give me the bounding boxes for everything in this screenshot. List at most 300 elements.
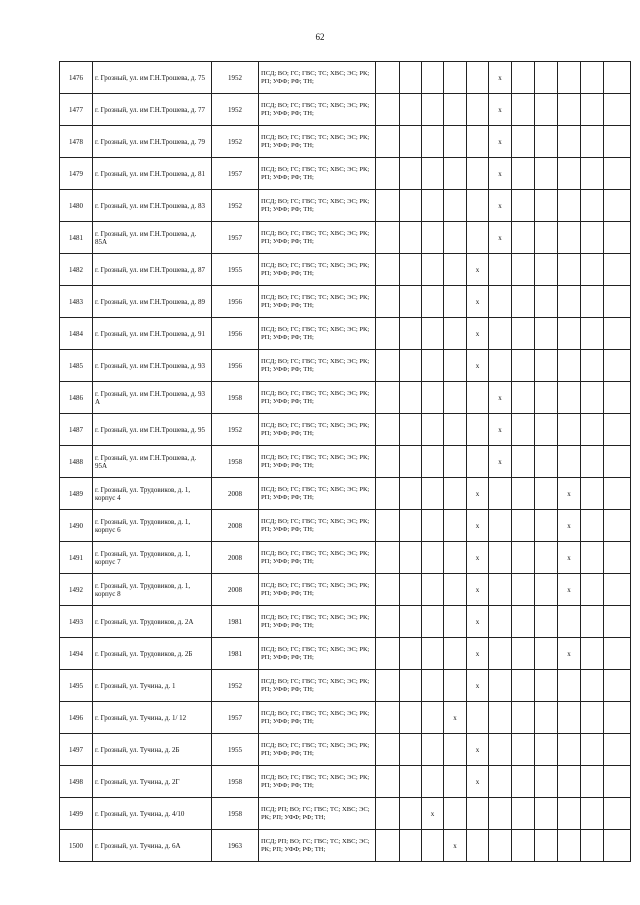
- mark-cell: [535, 286, 558, 318]
- mark-cell: [400, 126, 422, 158]
- mark-cell: x: [467, 766, 489, 798]
- year-built-cell: 1952: [212, 94, 259, 126]
- mark-cell: [535, 158, 558, 190]
- mark-cell: [444, 574, 467, 606]
- mark-cell: [489, 350, 512, 382]
- mark-cell: [581, 318, 604, 350]
- mark-cell: x: [558, 638, 581, 670]
- mark-cell: [535, 350, 558, 382]
- mark-cell: x: [467, 734, 489, 766]
- mark-cell: [444, 638, 467, 670]
- mark-cell: [444, 798, 467, 830]
- row-number-cell: 1489: [60, 478, 93, 510]
- mark-cell: [467, 62, 489, 94]
- mark-cell: [512, 542, 535, 574]
- mark-cell: [489, 830, 512, 862]
- address-cell: г. Грозный, ул. Тучина, д. 1/ 12: [93, 702, 212, 734]
- year-built-cell: 1957: [212, 702, 259, 734]
- mark-cell: [400, 542, 422, 574]
- mark-cell: [400, 190, 422, 222]
- mark-cell: [489, 734, 512, 766]
- row-number-cell: 1480: [60, 190, 93, 222]
- mark-cell: [581, 286, 604, 318]
- year-built-cell: 1952: [212, 126, 259, 158]
- mark-cell: [558, 446, 581, 478]
- mark-cell: [581, 766, 604, 798]
- row-number-cell: 1496: [60, 702, 93, 734]
- mark-cell: x: [444, 702, 467, 734]
- mark-cell: [422, 286, 444, 318]
- mark-cell: [489, 702, 512, 734]
- mark-cell: [376, 254, 400, 286]
- mark-cell: [535, 574, 558, 606]
- mark-cell: [535, 318, 558, 350]
- mark-cell: [535, 606, 558, 638]
- mark-cell: [604, 94, 631, 126]
- mark-cell: x: [467, 670, 489, 702]
- mark-cell: [512, 574, 535, 606]
- mark-cell: [535, 670, 558, 702]
- mark-cell: [400, 94, 422, 126]
- mark-cell: [376, 574, 400, 606]
- mark-cell: [400, 510, 422, 542]
- mark-cell: [376, 798, 400, 830]
- address-cell: г. Грозный, ул. Тучина, д. 2Г: [93, 766, 212, 798]
- mark-cell: [400, 734, 422, 766]
- mark-cell: [535, 190, 558, 222]
- mark-cell: [444, 510, 467, 542]
- mark-cell: [444, 414, 467, 446]
- mark-cell: [467, 126, 489, 158]
- mark-cell: [489, 638, 512, 670]
- table-row: [60, 190, 631, 222]
- mark-cell: [376, 478, 400, 510]
- address-cell: г. Грозный, ул. им Г.Н.Трошева, д. 89: [93, 286, 212, 318]
- table-row: [60, 542, 631, 574]
- mark-cell: [535, 382, 558, 414]
- mark-cell: x: [489, 62, 512, 94]
- mark-cell: x: [467, 638, 489, 670]
- mark-cell: [376, 542, 400, 574]
- mark-cell: [558, 734, 581, 766]
- table-row: [60, 126, 631, 158]
- mark-cell: x: [489, 190, 512, 222]
- row-number-cell: 1492: [60, 574, 93, 606]
- address-cell: г. Грозный, ул. им Г.Н.Трошева, д. 93: [93, 350, 212, 382]
- row-number-cell: 1494: [60, 638, 93, 670]
- mark-cell: [604, 158, 631, 190]
- year-built-cell: 1956: [212, 350, 259, 382]
- mark-cell: [604, 702, 631, 734]
- mark-cell: [422, 574, 444, 606]
- mark-cell: [489, 606, 512, 638]
- table-row: [60, 286, 631, 318]
- mark-cell: x: [467, 318, 489, 350]
- mark-cell: [444, 670, 467, 702]
- mark-cell: [512, 94, 535, 126]
- year-built-cell: 1957: [212, 158, 259, 190]
- year-built-cell: 1981: [212, 606, 259, 638]
- mark-cell: [604, 254, 631, 286]
- mark-cell: [400, 446, 422, 478]
- mark-cell: [558, 382, 581, 414]
- engineering-systems-cell: ПСД; ВО; ГС; ГВС; ТС; ХВС; ЭС; РК; РП; УФФ; РФ; ТН;: [259, 638, 376, 670]
- address-cell: г. Грозный, ул. им Г.Н.Трошева, д. 93 А: [93, 382, 212, 414]
- mark-cell: [400, 606, 422, 638]
- mark-cell: [581, 606, 604, 638]
- mark-cell: x: [467, 542, 489, 574]
- mark-cell: [444, 542, 467, 574]
- engineering-systems-cell: ПСД; ВО; ГС; ГВС; ТС; ХВС; ЭС; РК; РП; УФФ; РФ; ТН;: [259, 446, 376, 478]
- year-built-cell: 1957: [212, 222, 259, 254]
- mark-cell: [467, 94, 489, 126]
- mark-cell: [489, 766, 512, 798]
- mark-cell: [512, 318, 535, 350]
- mark-cell: [400, 414, 422, 446]
- engineering-systems-cell: ПСД; ВО; ГС; ГВС; ТС; ХВС; ЭС; РК; РП; УФФ; РФ; ТН;: [259, 478, 376, 510]
- mark-cell: [581, 478, 604, 510]
- engineering-systems-cell: ПСД; ВО; ГС; ГВС; ТС; ХВС; ЭС; РК; РП; УФФ; РФ; ТН;: [259, 606, 376, 638]
- mark-cell: [535, 478, 558, 510]
- year-built-cell: 2008: [212, 478, 259, 510]
- table-row: [60, 606, 631, 638]
- year-built-cell: 1956: [212, 318, 259, 350]
- mark-cell: [376, 766, 400, 798]
- mark-cell: [489, 574, 512, 606]
- address-cell: г. Грозный, ул. Трудовиков, д. 2Б: [93, 638, 212, 670]
- mark-cell: [581, 510, 604, 542]
- mark-cell: [376, 414, 400, 446]
- mark-cell: [512, 62, 535, 94]
- mark-cell: [422, 446, 444, 478]
- address-cell: г. Грозный, ул. им Г.Н.Трошева, д. 79: [93, 126, 212, 158]
- mark-cell: [444, 222, 467, 254]
- mark-cell: [489, 286, 512, 318]
- mark-cell: [581, 222, 604, 254]
- mark-cell: [444, 382, 467, 414]
- mark-cell: [512, 254, 535, 286]
- table-row: [60, 638, 631, 670]
- table-row: [60, 670, 631, 702]
- mark-cell: [422, 222, 444, 254]
- engineering-systems-cell: ПСД; ВО; ГС; ГВС; ТС; ХВС; ЭС; РК; РП; УФФ; РФ; ТН;: [259, 62, 376, 94]
- mark-cell: [581, 830, 604, 862]
- address-cell: г. Грозный, ул. Трудовиков, д. 1, корпус 8: [93, 574, 212, 606]
- year-built-cell: 1952: [212, 190, 259, 222]
- mark-cell: [604, 734, 631, 766]
- mark-cell: [581, 62, 604, 94]
- address-cell: г. Грозный, ул. Трудовиков, д. 1, корпус 4: [93, 478, 212, 510]
- mark-cell: x: [489, 414, 512, 446]
- row-number-cell: 1484: [60, 318, 93, 350]
- mark-cell: [558, 190, 581, 222]
- year-built-cell: 2008: [212, 542, 259, 574]
- mark-cell: [422, 702, 444, 734]
- address-cell: г. Грозный, ул. им Г.Н.Трошева, д. 83: [93, 190, 212, 222]
- mark-cell: [467, 446, 489, 478]
- mark-cell: [376, 830, 400, 862]
- mark-cell: [444, 606, 467, 638]
- mark-cell: [444, 62, 467, 94]
- mark-cell: [400, 670, 422, 702]
- table-row: [60, 734, 631, 766]
- mark-cell: [376, 446, 400, 478]
- mark-cell: [604, 798, 631, 830]
- mark-cell: [604, 574, 631, 606]
- mark-cell: [581, 574, 604, 606]
- table-row: [60, 446, 631, 478]
- mark-cell: x: [489, 94, 512, 126]
- row-number-cell: 1483: [60, 286, 93, 318]
- engineering-systems-cell: ПСД; ВО; ГС; ГВС; ТС; ХВС; ЭС; РК; РП; УФФ; РФ; ТН;: [259, 350, 376, 382]
- mark-cell: [581, 542, 604, 574]
- year-built-cell: 1958: [212, 446, 259, 478]
- mark-cell: [558, 254, 581, 286]
- mark-cell: [376, 222, 400, 254]
- mark-cell: [444, 766, 467, 798]
- mark-cell: [422, 126, 444, 158]
- engineering-systems-cell: ПСД; ВО; ГС; ГВС; ТС; ХВС; ЭС; РК; РП; УФФ; РФ; ТН;: [259, 414, 376, 446]
- row-number-cell: 1488: [60, 446, 93, 478]
- mark-cell: [604, 190, 631, 222]
- mark-cell: [581, 94, 604, 126]
- mark-cell: [581, 670, 604, 702]
- mark-cell: [581, 254, 604, 286]
- mark-cell: [558, 94, 581, 126]
- mark-cell: [535, 126, 558, 158]
- row-number-cell: 1491: [60, 542, 93, 574]
- mark-cell: [444, 190, 467, 222]
- engineering-systems-cell: ПСД; ВО; ГС; ГВС; ТС; ХВС; ЭС; РК; РП; УФФ; РФ; ТН;: [259, 766, 376, 798]
- table-row: [60, 222, 631, 254]
- row-number-cell: 1478: [60, 126, 93, 158]
- mark-cell: [376, 510, 400, 542]
- year-built-cell: 1952: [212, 414, 259, 446]
- mark-cell: [422, 510, 444, 542]
- table-row: [60, 382, 631, 414]
- mark-cell: [376, 702, 400, 734]
- mark-cell: [489, 670, 512, 702]
- mark-cell: [604, 766, 631, 798]
- mark-cell: [535, 830, 558, 862]
- mark-cell: [604, 446, 631, 478]
- mark-cell: [535, 446, 558, 478]
- mark-cell: [512, 670, 535, 702]
- mark-cell: [376, 382, 400, 414]
- engineering-systems-cell: ПСД; ВО; ГС; ГВС; ТС; ХВС; ЭС; РК; РП; УФФ; РФ; ТН;: [259, 510, 376, 542]
- mark-cell: [581, 798, 604, 830]
- year-built-cell: 2008: [212, 574, 259, 606]
- mark-cell: [400, 574, 422, 606]
- mark-cell: x: [467, 286, 489, 318]
- mark-cell: [581, 702, 604, 734]
- engineering-systems-cell: ПСД; ВО; ГС; ГВС; ТС; ХВС; ЭС; РК; РП; УФФ; РФ; ТН;: [259, 286, 376, 318]
- engineering-systems-cell: ПСД; ВО; ГС; ГВС; ТС; ХВС; ЭС; РК; РП; УФФ; РФ; ТН;: [259, 190, 376, 222]
- mark-cell: [376, 350, 400, 382]
- mark-cell: [467, 222, 489, 254]
- mark-cell: [444, 350, 467, 382]
- mark-cell: [512, 382, 535, 414]
- address-cell: г. Грозный, ул. им Г.Н.Трошева, д. 75: [93, 62, 212, 94]
- mark-cell: [558, 286, 581, 318]
- mark-cell: [558, 350, 581, 382]
- table-row: [60, 350, 631, 382]
- mark-cell: [512, 798, 535, 830]
- mark-cell: [581, 350, 604, 382]
- address-cell: г. Грозный, ул. им Г.Н.Трошева, д. 87: [93, 254, 212, 286]
- engineering-systems-cell: ПСД; ВО; ГС; ГВС; ТС; ХВС; ЭС; РК; РП; УФФ; РФ; ТН;: [259, 542, 376, 574]
- mark-cell: [512, 350, 535, 382]
- mark-cell: [512, 286, 535, 318]
- mark-cell: [422, 382, 444, 414]
- mark-cell: [376, 318, 400, 350]
- mark-cell: [444, 254, 467, 286]
- mark-cell: [422, 190, 444, 222]
- address-cell: г. Грозный, ул. Трудовиков, д. 2А: [93, 606, 212, 638]
- mark-cell: [400, 702, 422, 734]
- mark-cell: [604, 510, 631, 542]
- mark-cell: [512, 222, 535, 254]
- mark-cell: [558, 830, 581, 862]
- page-number: 62: [315, 32, 325, 42]
- address-cell: г. Грозный, ул. им Г.Н.Трошева, д. 95: [93, 414, 212, 446]
- mark-cell: [467, 830, 489, 862]
- table-row: [60, 94, 631, 126]
- mark-cell: [512, 190, 535, 222]
- mark-cell: [581, 734, 604, 766]
- mark-cell: [422, 254, 444, 286]
- mark-cell: [512, 510, 535, 542]
- engineering-systems-cell: ПСД; ВО; ГС; ГВС; ТС; ХВС; ЭС; РК; РП; УФФ; РФ; ТН;: [259, 670, 376, 702]
- mark-cell: [400, 350, 422, 382]
- mark-cell: [422, 318, 444, 350]
- row-number-cell: 1481: [60, 222, 93, 254]
- mark-cell: [376, 286, 400, 318]
- year-built-cell: 1958: [212, 382, 259, 414]
- address-cell: г. Грозный, ул. им Г.Н.Трошева, д. 81: [93, 158, 212, 190]
- mark-cell: [422, 638, 444, 670]
- mark-cell: [422, 414, 444, 446]
- mark-cell: [558, 222, 581, 254]
- mark-cell: [558, 670, 581, 702]
- mark-cell: [604, 222, 631, 254]
- mark-cell: [581, 190, 604, 222]
- mark-cell: [467, 702, 489, 734]
- mark-cell: [376, 94, 400, 126]
- table-row: [60, 414, 631, 446]
- row-number-cell: 1500: [60, 830, 93, 862]
- mark-cell: [376, 62, 400, 94]
- year-built-cell: 1981: [212, 638, 259, 670]
- mark-cell: [581, 382, 604, 414]
- mark-cell: [581, 446, 604, 478]
- table-row: [60, 510, 631, 542]
- mark-cell: [535, 766, 558, 798]
- engineering-systems-cell: ПСД; ВО; ГС; ГВС; ТС; ХВС; ЭС; РК; РП; УФФ; РФ; ТН;: [259, 94, 376, 126]
- engineering-systems-cell: ПСД; ВО; ГС; ГВС; ТС; ХВС; ЭС; РК; РП; УФФ; РФ; ТН;: [259, 158, 376, 190]
- address-cell: г. Грозный, ул. Трудовиков, д. 1, корпус 7: [93, 542, 212, 574]
- mark-cell: [467, 190, 489, 222]
- table-row: [60, 254, 631, 286]
- row-number-cell: 1495: [60, 670, 93, 702]
- row-number-cell: 1490: [60, 510, 93, 542]
- mark-cell: x: [558, 510, 581, 542]
- mark-cell: [400, 382, 422, 414]
- mark-cell: x: [489, 446, 512, 478]
- mark-cell: [489, 542, 512, 574]
- mark-cell: [400, 318, 422, 350]
- mark-cell: [604, 830, 631, 862]
- mark-cell: [422, 158, 444, 190]
- mark-cell: [467, 414, 489, 446]
- mark-cell: x: [489, 126, 512, 158]
- mark-cell: [444, 158, 467, 190]
- mark-cell: [512, 606, 535, 638]
- mark-cell: [535, 638, 558, 670]
- mark-cell: [558, 158, 581, 190]
- mark-cell: [489, 318, 512, 350]
- mark-cell: [512, 414, 535, 446]
- row-number-cell: 1477: [60, 94, 93, 126]
- engineering-systems-cell: ПСД; РП; ВО; ГС; ГВС; ТС; ХВС; ЭС; РК; РП; УФФ; РФ; ТН;: [259, 830, 376, 862]
- mark-cell: [604, 350, 631, 382]
- table-row: [60, 318, 631, 350]
- mark-cell: [400, 222, 422, 254]
- address-cell: г. Грозный, ул. им Г.Н.Трошева, д. 91: [93, 318, 212, 350]
- mark-cell: [535, 94, 558, 126]
- mark-cell: [489, 478, 512, 510]
- mark-cell: [512, 638, 535, 670]
- mark-cell: [444, 318, 467, 350]
- mark-cell: [400, 158, 422, 190]
- mark-cell: [376, 158, 400, 190]
- table-row: [60, 798, 631, 830]
- mark-cell: [422, 94, 444, 126]
- mark-cell: x: [558, 478, 581, 510]
- mark-cell: [422, 830, 444, 862]
- mark-cell: [535, 414, 558, 446]
- table-row: [60, 702, 631, 734]
- row-number-cell: 1486: [60, 382, 93, 414]
- row-number-cell: 1482: [60, 254, 93, 286]
- mark-cell: [581, 638, 604, 670]
- mark-cell: [444, 478, 467, 510]
- engineering-systems-cell: ПСД; ВО; ГС; ГВС; ТС; ХВС; ЭС; РК; РП; УФФ; РФ; ТН;: [259, 382, 376, 414]
- address-cell: г. Грозный, ул. Тучина, д. 4/10: [93, 798, 212, 830]
- address-cell: г. Грозный, ул. им Г.Н.Трошева, д. 85А: [93, 222, 212, 254]
- mark-cell: x: [489, 222, 512, 254]
- row-number-cell: 1497: [60, 734, 93, 766]
- mark-cell: [558, 126, 581, 158]
- mark-cell: [422, 606, 444, 638]
- mark-cell: x: [489, 382, 512, 414]
- mark-cell: [400, 286, 422, 318]
- year-built-cell: 1955: [212, 734, 259, 766]
- mark-cell: [604, 670, 631, 702]
- mark-cell: [376, 190, 400, 222]
- mark-cell: [512, 702, 535, 734]
- mark-cell: [376, 606, 400, 638]
- year-built-cell: 1952: [212, 62, 259, 94]
- year-built-cell: 1963: [212, 830, 259, 862]
- mark-cell: [512, 158, 535, 190]
- address-cell: г. Грозный, ул. Трудовиков, д. 1, корпус 6: [93, 510, 212, 542]
- mark-cell: [558, 62, 581, 94]
- mark-cell: [489, 510, 512, 542]
- row-number-cell: 1485: [60, 350, 93, 382]
- mark-cell: [400, 798, 422, 830]
- mark-cell: [535, 510, 558, 542]
